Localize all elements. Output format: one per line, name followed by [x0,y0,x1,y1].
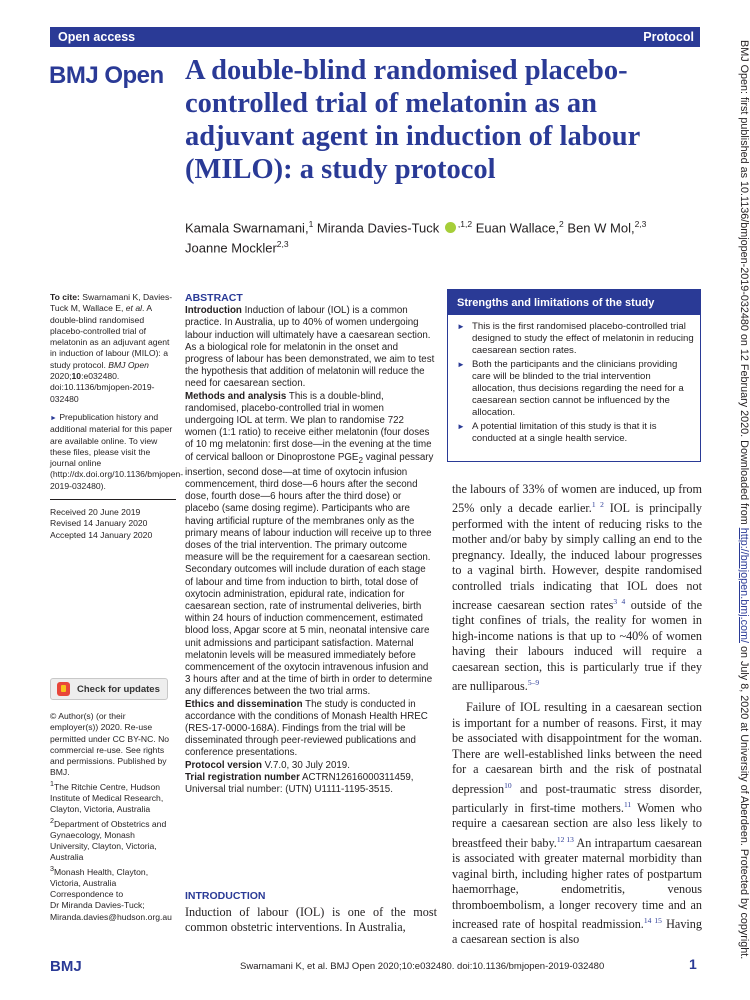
check-for-updates-button[interactable] [50,678,168,700]
affiliation: Department of Obstetrics and Gynaecology, Monash University, Clayton, Victoria, Australia [50,818,167,863]
abstract-trial-registration [185,772,435,796]
cite-text: . A double-blind randomised placebo-controlled trial of melatonin as an adjuvant agent in induction of labour (MILO): a study protocol. [50,303,170,370]
list-item [457,321,694,357]
text-run: Having a caesarean section is also [452,917,702,947]
correspondence-name: Dr Miranda Davies-Tuck; [50,900,145,911]
article-sidebar [50,292,184,541]
author-affiliation: 2 [559,219,564,229]
correspondence-email[interactable]: Miranda.davies@hudson.org.au [50,911,172,922]
section-text: ACTRN12616000311459, Universal trial number: (UTN) U1111-1195-3515. [185,771,414,796]
cite-journal: BMJ Open [108,359,149,370]
cite-text: Swarnamani K, Davies-Tuck M, Wallace E, [50,292,173,314]
section-label: Protocol version [185,759,262,771]
abstract-introduction [185,305,435,390]
list-item-text: Both the participants and the clinicians providing care will be blinded to the trial intervention allocation, thus decisions regarding the need for a caesarean section cannot be influenced by the allocation. [472,359,684,418]
cite-etal: et al [125,303,143,314]
reference-link[interactable]: 3 4 [613,596,626,606]
section-text: V.7.0, 30 July 2019. [261,759,350,771]
abstract-heading: ABSTRACT [185,292,243,304]
reference-link[interactable]: 5–9 [527,678,540,687]
prepub-text[interactable]: Prepublication history and additional material for this paper are available online. To view these files, please visit the journal online (http://dx.doi.org/10.1136/bmjopen-2019-032480). [50,411,184,491]
page-number: 1 [689,956,697,972]
author-name[interactable]: Euan Wallace, [475,220,560,236]
reference-link[interactable]: 11 [623,799,632,809]
correspondence-label: Correspondence to [50,889,124,900]
article-type-label: Protocol [643,30,694,44]
reference-link[interactable]: 1 2 [591,500,604,510]
strengths-heading: Strengths and limitations of the study [448,290,700,315]
header-bar [50,27,700,47]
footer-citation: Swarnamani K, et al. BMJ Open 2020;10:e032480. doi:10.1136/bmjopen-2019-032480 [240,961,605,972]
affiliation: The Ritchie Centre, Hudson Institute of Medical Research, Clayton, Victoria, Australia [50,781,164,815]
section-text: Induction of labour (IOL) is a common practice. In Australia, up to 40% of women undergoing labour induction will ultimately have a caesarean section. As a biological role for melatonin in the onset and progress of labour has been demonstrated, we aim to test the hypothesis that addition of melatonin will reduce the need for caesarean section. [185,305,435,390]
section-label: Trial registration number [185,771,300,783]
triangle-bullet-icon: ► [50,414,57,422]
cite-volume: 10 [71,371,82,382]
section-label: Introduction [185,305,242,317]
affiliation-number: 2 [50,816,54,825]
cite-label: To cite: [50,292,80,302]
author-name[interactable]: Miranda Davies-Tuck [316,220,440,236]
affiliation-number: 3 [50,864,54,873]
paragraph [452,482,702,694]
sidebar-lower [50,711,176,923]
abstract-version [185,760,435,772]
text-run: the labours of 33% of women are induced, up from 25% only a decade earlier. [452,482,702,516]
author-name[interactable]: Joanne Mockler [185,240,277,256]
author-name[interactable]: Ben W Mol, [567,220,635,236]
text-run: IOL is principally performed with the intent of reducing risks to the mother and/or baby by simply calling an end to the pregnancy. Ideally, the induced labour progresses to a vaginal birth. However, despite randomised controlled trials indicating that IOL does not increase caesarean section rates [452,501,703,612]
triangle-bullet-icon: ► [457,360,465,369]
strengths-box [447,289,701,462]
introduction-heading: INTRODUCTION [185,890,266,902]
abstract-methods [185,391,435,699]
section-label: Ethics and dissemination [185,698,303,710]
author-affiliation: 1 [308,219,314,229]
cite-text: 2020; [50,371,72,382]
section-text: The study is conducted in accordance with the conditions of Monash Health HREC (RES-17-0000-168A). Findings from the trial will be disseminated through peer-reviewed publications and conference presentations. [185,698,428,759]
body-text [452,482,702,954]
vertical-download-notice [737,40,750,980]
affiliation: Monash Health, Clayton, Victoria, Australia [50,866,149,888]
divider [50,499,176,500]
copyright-note: © Author(s) (or their employer(s)) 2020. Re-use permitted under CC BY-NC. No commercial re-use. See rights and permissions. Published by BMJ. [50,711,170,778]
journal-url-link[interactable]: http://bmjopen.bmj.com/ [738,527,750,643]
author-list [185,216,715,257]
footer-bmj-logo[interactable]: BMJ [50,958,82,975]
revised-date: Revised 14 January 2020 [50,518,148,529]
citation-block [50,292,176,405]
text-run: and post-traumatic stress disorder, particularly in first-time mothers. [452,781,702,816]
subscript: 2 [358,455,363,465]
reference-link[interactable]: 12 13 [556,834,574,844]
article-title: A double-blind randomised placebo-controlled trial of melatonin as an adjuvant agent in induction of labour (MILO): a study protocol [185,55,640,185]
affiliation-number: 1 [50,779,54,788]
section-text: This is a double-blind, randomised, placebo-controlled trial in women undergoing IOL at term. We plan to randomise 722 women (1:1 ratio) to receive either melatonin (four doses of 10 mg melatonin: first dose—in the evening at the time of cervical balloon or Dinoprostone PGE [185,390,432,463]
journal-logo[interactable]: BMJ Open [49,62,164,89]
strengths-list [448,315,700,445]
open-access-label: Open access [58,30,136,44]
text-run: Failure of IOL resulting in a caesarean section is important for a number of reasons. First, it may be associated with disappointment for the woman. There are well-established links between the need for a caesarean birth and the risk of postnatal depression [452,700,702,796]
triangle-bullet-icon: ► [457,322,465,331]
introduction-text: Induction of labour (IOL) is one of the most common obstetric interventions. In Australia, [185,905,437,935]
orcid-icon[interactable] [445,222,456,233]
notice-text: on July 8, 2020 at University of Aberdeen. Protected by copyright. [738,642,750,960]
prepublication-note [50,411,184,492]
introduction-section [185,890,437,936]
affiliations [50,779,176,889]
text-run: An intrapartum caesarean is associated with greater maternal morbidity than vaginal birth, including higher rates of postpartum haemorrhage, endometritis, venous thromboembolism, a longer recovery time and an increased rate of hospital readmission. [452,835,702,931]
abstract-ethics [185,699,435,760]
list-item-text: A potential limitation of this study is that it is conducted at a single health service. [472,421,657,444]
author-affiliation: ,1,2 [457,219,473,229]
reference-link[interactable]: 10 [504,780,512,790]
abstract [185,292,435,796]
list-item [457,359,694,419]
author-name[interactable]: Kamala Swarnamani, [185,220,309,236]
correspondence [50,889,176,923]
reference-link[interactable]: 14 15 [643,915,662,925]
triangle-bullet-icon: ► [457,422,465,431]
section-text: vaginal pessary insertion, second dose—at time of oxytocin infusion commencement, third dose—6 hours after the second dose, fourth dose—6 hours after the third dose) or placebo (same dosing regime). Participants who are having artificial rupture of the membranes only as the primary means of labour induction will receive up to three doses of the trial intervention. The primary outcome measure will be the requirement for a caesarean section. Secondary outcomes will include duration of each stage of labour and time from induction to birth, total dose of oxytocin administration, epidural rate, indication for caesarean section, rate of instrumental deliveries, birth within 24 hours of induction commencement, estimated blood loss, Apgar score at 5 min, neonatal intensive care unit admissions and participant satisfaction. Maternal melatonin levels will be measured immediately before commencement of the oxytocin intravenous infusion and 3 hours after and at the time of birth in order to determine any differences between the two trial arms. [185,451,434,698]
notice-text: BMJ Open: first published as 10.1136/bmjopen-2019-032480 on 12 February 2020. Downloaded from [738,40,750,528]
section-label: Methods and analysis [185,390,287,402]
cite-doi[interactable]: :e032480. doi:10.1136/bmjopen-2019-032480 [50,371,155,404]
author-affiliation: 2,3 [634,219,647,229]
check-updates-label: Check for updates [77,684,160,695]
author-affiliation: 2,3 [276,239,289,250]
bookmark-icon [57,682,70,696]
paragraph [452,700,702,947]
text-run: Women who require a caesarean section are also less likely to breastfeed their baby. [452,801,702,850]
list-item-text: This is the first randomised placebo-controlled trial designed to study the effect of melatonin in reducing caesarean section rates. [472,321,694,356]
accepted-date: Accepted 14 January 2020 [50,529,153,540]
list-item [457,421,694,445]
received-date: Received 20 June 2019 [50,507,141,518]
text-run: outside of the tight confines of trials, the reality for women in high-income nations is that up to ~40% of women having their labours induced will require a caesarean section, this is particularly true if they are nulliparous. [452,597,702,694]
